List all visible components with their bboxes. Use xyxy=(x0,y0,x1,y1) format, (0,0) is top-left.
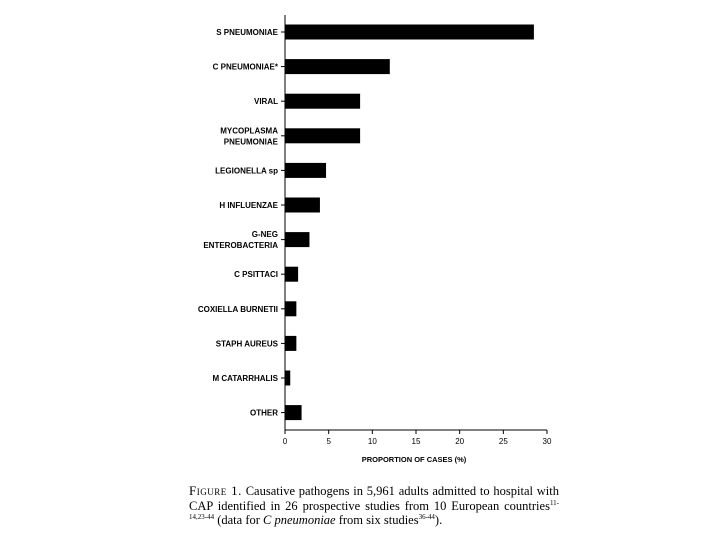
bar xyxy=(285,163,326,178)
caption-ref-1: 11-14,23-44 xyxy=(189,498,560,521)
bar xyxy=(285,301,296,316)
category-label: H INFLUENZAE xyxy=(219,201,278,210)
category-label: LEGIONELLA sp xyxy=(215,166,278,176)
category-label: STAPH AUREUS xyxy=(215,339,278,349)
plot-area xyxy=(198,15,552,464)
bar xyxy=(285,94,360,109)
category-label: MYCOPLASMA xyxy=(220,126,278,136)
x-tick-label: 30 xyxy=(542,437,552,446)
x-axis-title: PROPORTION OF CASES (%) xyxy=(361,455,467,464)
caption-italic: C pneumoniae xyxy=(263,513,336,527)
caption-line-3c: from six studies xyxy=(335,513,419,527)
caption-line-3a: countries xyxy=(504,498,550,513)
caption-line-1: Causative pathogens in 5,961 adults admitted to hospital xyxy=(245,484,533,498)
category-label: C PSITTACI xyxy=(234,270,278,280)
caption-line-2: with CAP identified in 26 prospective studies from 10 European xyxy=(189,484,560,513)
caption-line-3d: ). xyxy=(434,513,443,527)
category-label: C PNEUMONIAE* xyxy=(212,62,278,72)
bar xyxy=(285,267,298,282)
bar xyxy=(285,59,390,74)
x-tick-label: 0 xyxy=(282,437,288,446)
caption-ref-2: 36-44 xyxy=(418,512,435,521)
figure-caption xyxy=(189,484,559,528)
category-label: COXIELLA BURNETII xyxy=(197,304,278,314)
bar xyxy=(285,198,320,213)
x-tick-label: 15 xyxy=(411,437,421,446)
category-label: OTHER xyxy=(250,408,278,418)
x-tick-label: 5 xyxy=(326,437,331,446)
caption-line-3b: (data for xyxy=(214,513,264,527)
bar xyxy=(285,232,309,247)
bar xyxy=(285,25,534,40)
bar xyxy=(285,371,290,386)
x-tick-label: 25 xyxy=(498,437,508,446)
category-label: ENTEROBACTERIA xyxy=(203,241,278,251)
category-label: VIRAL xyxy=(254,97,278,107)
category-label: G-NEG xyxy=(251,230,278,240)
figure-label: Figure 1. xyxy=(189,483,242,498)
bar xyxy=(285,128,360,143)
x-tick-label: 20 xyxy=(455,437,465,446)
category-label: S PNEUMONIAE xyxy=(216,28,278,37)
category-label: M CATARRHALIS xyxy=(212,374,278,383)
bar xyxy=(285,336,296,351)
x-tick-label: 10 xyxy=(367,437,377,446)
bar xyxy=(285,405,302,420)
category-label: PNEUMONIAE xyxy=(223,137,278,147)
